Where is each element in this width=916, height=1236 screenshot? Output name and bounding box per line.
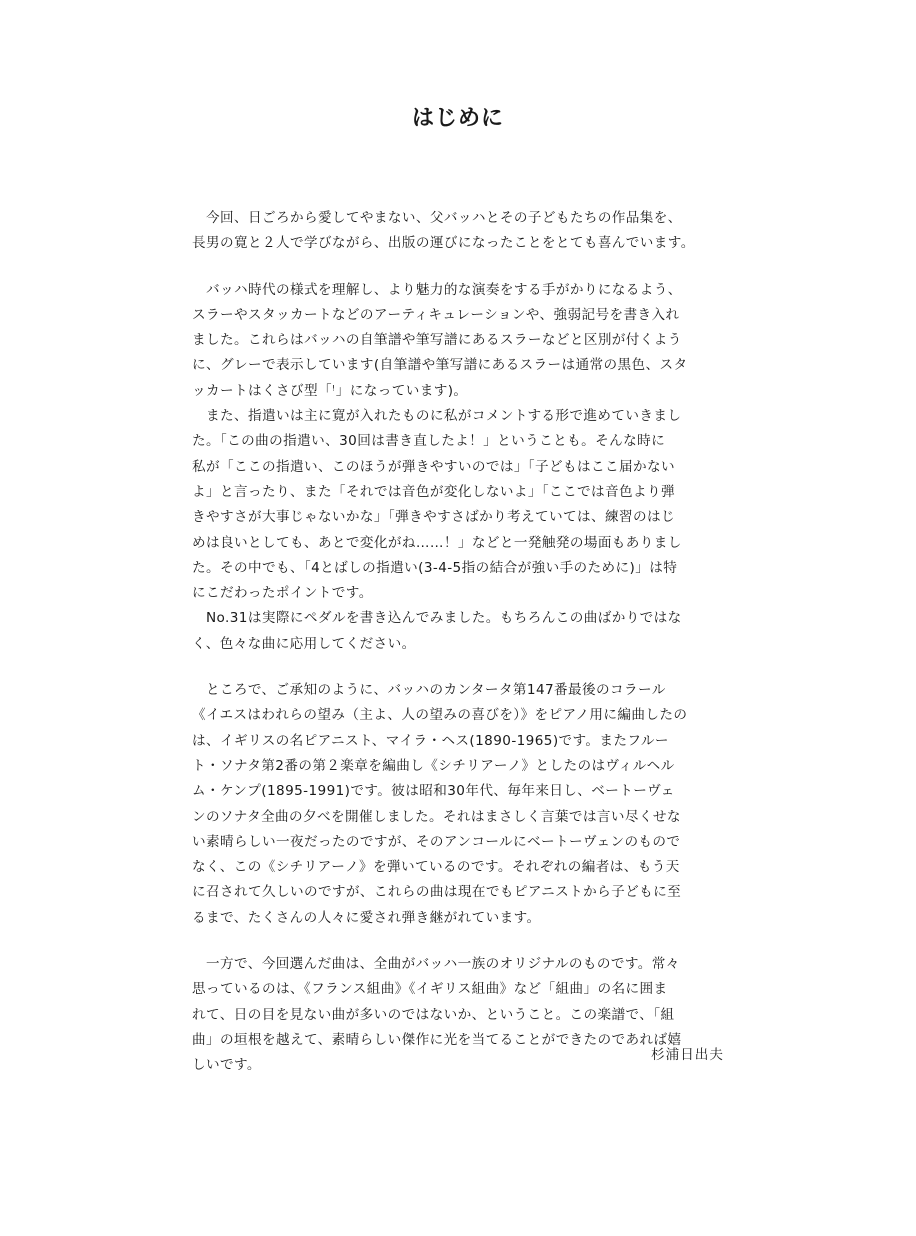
text-line: 曲」の垣根を越えて、素晴らしい傑作に光を当てることができたのであれば嬉	[192, 1031, 682, 1048]
text-line: は、イギリスの名ピアニスト、マイラ・ヘス(1890-1965)です。またフルー	[192, 732, 669, 749]
body-text	[192, 206, 732, 1079]
paragraph-gap	[192, 931, 732, 952]
text-line: ました。これらはバッハの自筆譜や筆写譜にあるスラーなどと区別が付くよう	[192, 332, 682, 349]
text-line: ンのソナタ全曲の夕べを開催しました。それはまさしく言葉では言い尽くせな	[192, 808, 681, 825]
text-line: よ」と言ったり、また「それでは音色が変化しないよ」「ここでは音色より弾	[192, 483, 675, 500]
text-line: た。その中でも、「4とばしの指遣い(3-4-5指の結合が強い手のために)」は特	[192, 559, 678, 576]
text-line: ッカートはくさび型「ꜝ」になっています)。	[192, 382, 468, 399]
paragraph	[192, 206, 732, 257]
author-signature: 杉浦日出夫	[651, 1047, 724, 1063]
paragraph	[192, 678, 732, 931]
text-line: スラーやスタッカートなどのアーティキュレーションや、強弱記号を書き入れ	[192, 306, 680, 323]
text-line: く、色々な曲に応用してください。	[192, 635, 416, 652]
text-line: 一方で、今回選んだ曲は、全曲がバッハ一族のオリジナルのものです。常々	[192, 956, 680, 973]
text-line: るまで、たくさんの人々に愛され弾き継がれています。	[192, 909, 541, 926]
text-line: 長男の寛と２人で学びながら、出版の運びになったことをとても喜んでいます。	[192, 235, 695, 252]
paragraph-gap	[192, 657, 732, 678]
text-line: た。「この曲の指遣い、30回は書き直したよ！」ということも。そんな時に	[192, 433, 666, 450]
text-line: No.31は実際にペダルを書き込んでみました。もちろんこの曲ばかりではな	[192, 610, 682, 627]
page-title: はじめに	[411, 106, 504, 131]
text-line: い素晴らしい一夜だったのですが、そのアンコールにベートーヴェンのもので	[192, 833, 681, 850]
paragraph	[192, 278, 732, 657]
text-line: きやすさが大事じゃないかな」「弾きやすさばかり考えていては、練習のはじ	[192, 509, 675, 526]
text-line: ところで、ご承知のように、バッハのカンタータ第147番最後のコラール	[192, 682, 666, 699]
text-line: 《イエスはわれらの望み（主よ、人の望みの喜びを）》をピアノ用に編曲したの	[192, 707, 688, 724]
text-line: バッハ時代の様式を理解し、より魅力的な演奏をする手がかりになるよう、	[192, 281, 682, 298]
text-line: めは良いとしても、あとで変化がね……！」などと一発触発の場面もありまし	[192, 534, 682, 551]
text-line: れて、日の目を見ない曲が多いのではないか、ということ。この楽譜で、「組	[192, 1006, 675, 1023]
paragraph-gap	[192, 257, 732, 278]
text-line: 思っているのは、《フランス組曲》《イギリス組曲》など「組曲」の名に囲ま	[192, 981, 668, 998]
text-line: ト・ソナタ第2番の第２楽章を編曲し《シチリアーノ》としたのはヴィルヘル	[192, 757, 675, 774]
text-line: ム・ケンプ(1895-1991)です。彼は昭和30年代、毎年来日し、ベートーヴェ	[192, 783, 675, 800]
text-line: また、指遣いは主に寛が入れたものに私がコメントする形で進めていきまし	[192, 408, 682, 425]
text-line: にこだわったポイントです。	[192, 585, 373, 602]
text-line: なく、この《シチリアーノ》を弾いているのです。それぞれの編者は、もう天	[192, 859, 680, 876]
text-line: に、グレーで表示しています(自筆譜や筆写譜にあるスラーは通常の黒色、スタ	[192, 357, 688, 374]
text-line: に召されて久しいのですが、これらの曲は現在でもピアニストから子どもに至	[192, 884, 682, 901]
text-line: 今回、日ごろから愛してやまない、父バッハとその子どもたちの作品集を、	[192, 210, 682, 226]
text-line: 私が「ここの指遣い、このほうが弾きやすいのでは」「子どもはここ届かない	[192, 458, 675, 475]
text-line: しいです。	[192, 1057, 261, 1074]
